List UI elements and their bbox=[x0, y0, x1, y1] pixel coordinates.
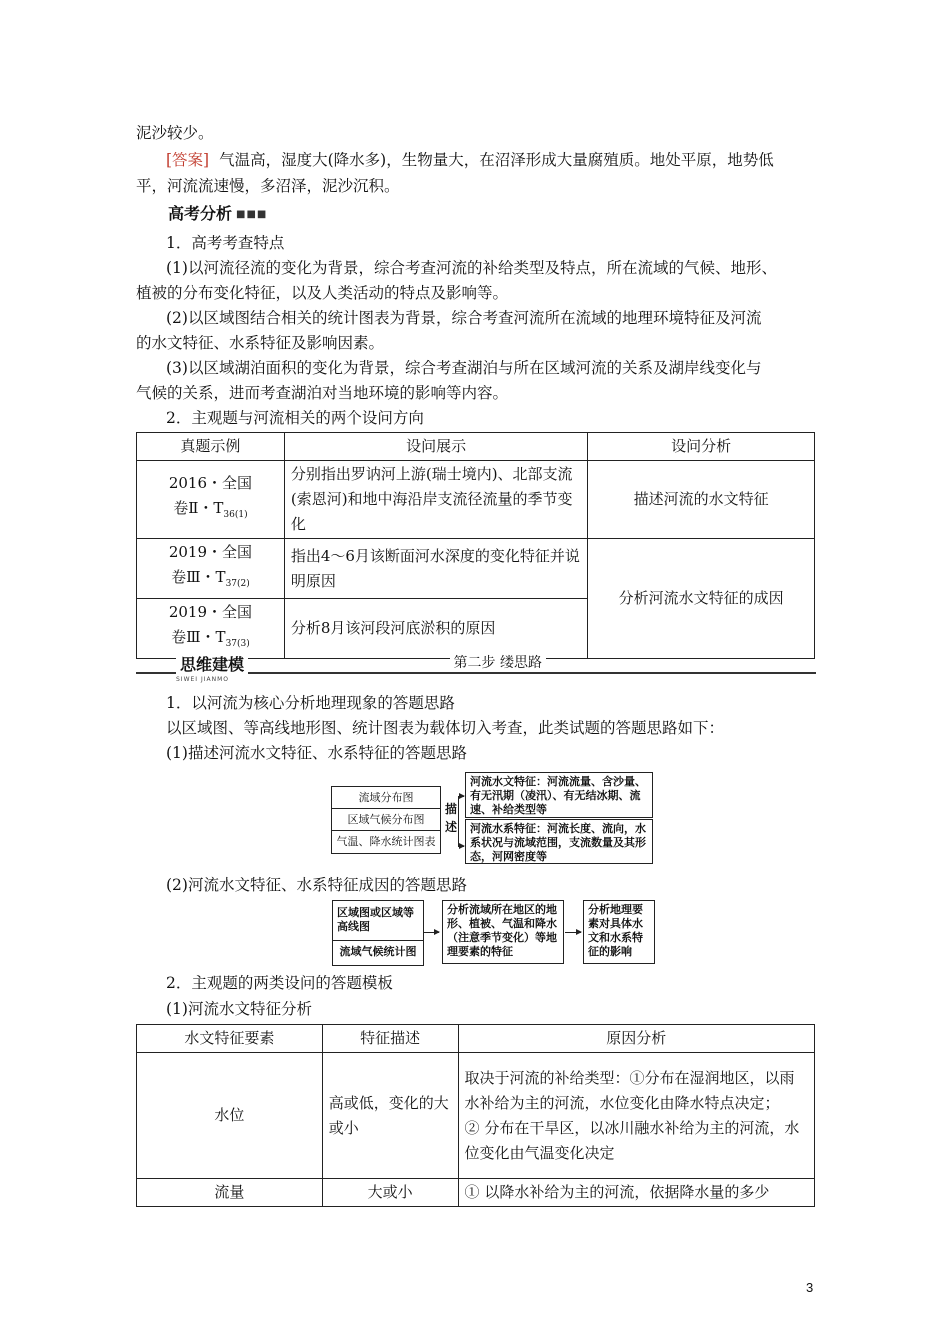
example-cell: 2019・全国 卷Ⅲ・$T_{37(3)}$ bbox=[137, 599, 285, 659]
intro-line: 泥沙较少。 bbox=[136, 124, 214, 142]
diagram1-describe-label: 描述 bbox=[441, 800, 461, 838]
question-cell: 指出4～6月该断面河水深度的变化特征并说明原因 bbox=[284, 539, 588, 599]
diagram2-effect-box: 分析地理要素对具体水文和水系特征的影响 bbox=[583, 900, 655, 964]
diagram1-source-group bbox=[331, 786, 441, 854]
diagram1-bracket bbox=[458, 796, 459, 846]
analysis-cell: 描述河流的水文特征 bbox=[588, 461, 815, 539]
diagram1-source: 流域分布图 bbox=[332, 787, 440, 809]
question-cell: 分析8月该河段河底淤积的原因 bbox=[284, 599, 588, 659]
gaokao-para-2a: (2)以区域图结合相关的统计图表为背景，综合考查河流所在流域的地理环境特征及河流 bbox=[166, 309, 762, 327]
diagram1-hydro-box: 河流水文特征：河流流量、含沙量、有无汛期（凌汛）、有无结冰期、流速、补给类型等 bbox=[465, 772, 653, 818]
diagram1-source: 气温、降水统计图表 bbox=[336, 835, 436, 848]
example-cell: 2016・全国 卷Ⅱ・$T_{36(1)}$ bbox=[137, 461, 285, 539]
siwei-sub-2: (2)河流水文特征、水系特征成因的答题思路 bbox=[166, 876, 467, 894]
gaokao-para-3b: 气候的关系，进而考查湖泊对当地环境的影响等内容。 bbox=[136, 384, 509, 402]
siwei-title: 思维建模 bbox=[176, 652, 248, 675]
siwei-para-1: 以区域图、等高线地形图、统计图表为载体切入考查，此类试题的答题思路如下： bbox=[166, 719, 725, 737]
analysis-cell: 分析河流水文特征的成因 bbox=[588, 539, 815, 659]
table-header-row bbox=[137, 433, 815, 461]
feature-cell: 大或小 bbox=[322, 1179, 458, 1207]
diagram2-source-group bbox=[332, 900, 424, 966]
question-table bbox=[136, 432, 815, 659]
answer-tag: [答案] bbox=[166, 151, 210, 169]
table-header: 特征描述 bbox=[322, 1025, 458, 1053]
page-number: 3 bbox=[806, 1280, 814, 1295]
diagram2-source: 区域图或区域等高线图 bbox=[333, 901, 423, 941]
siwei-pinyin: SIWEI JIANMO bbox=[176, 676, 230, 683]
table-row bbox=[137, 1053, 815, 1179]
reason-cell: ① 以降水补给为主的河流，依据降水量的多少 bbox=[458, 1179, 814, 1207]
answer-line-1: [答案] 气温高，湿度大(降水多)，生物量大，在沼泽形成大量腐殖质。地处平原，地势低 bbox=[166, 151, 774, 169]
table-header-row bbox=[137, 1025, 815, 1053]
arrow-icon bbox=[458, 846, 464, 847]
gaokao-item-1: 1．高考考查特点 bbox=[166, 234, 285, 252]
answer-line-2: 平，河流流速慢，多沼泽，泥沙沉积。 bbox=[136, 177, 400, 195]
element-cell: 水位 bbox=[137, 1053, 323, 1179]
element-cell: 流量 bbox=[137, 1179, 323, 1207]
table-row bbox=[137, 539, 815, 599]
siwei-sub-3: (1)河流水文特征分析 bbox=[166, 1000, 312, 1018]
diagram2-source: 流域气候统计图 bbox=[339, 945, 417, 958]
reason-cell: 取决于河流的补给类型：①分布在湿润地区，以雨水补给为主的河流，水位变化由降水特点决定； ② 分布在干旱区，以冰川融水补给为主的河流，水位变化由气温变化决定 bbox=[458, 1053, 814, 1179]
siwei-banner bbox=[136, 652, 816, 683]
arrow-icon bbox=[458, 796, 464, 797]
table-header: 水文特征要素 bbox=[137, 1025, 323, 1053]
table-row bbox=[137, 461, 815, 539]
gaokao-para-2b: 的水文特征、水系特征及影响因素。 bbox=[136, 334, 385, 352]
siwei-item-1: 1．以河流为核心分析地理现象的答题思路 bbox=[166, 694, 455, 712]
arrow-icon bbox=[565, 932, 581, 933]
table-header: 原因分析 bbox=[458, 1025, 814, 1053]
diagram2-analysis-box: 分析流域所在地区的地形、植被、气温和降水（注意季节变化）等地理要素的特征 bbox=[442, 900, 564, 964]
gaokao-para-3a: (3)以区域湖泊面积的变化为背景，综合考查湖泊与所在区域河流的关系及湖岸线变化与 bbox=[166, 359, 762, 377]
diagram1-system-box: 河流水系特征：河流长度、流向，水系状况与流域范围，支流数量及其形态，河网密度等 bbox=[465, 819, 653, 864]
heading-dots-icon: ■■■ bbox=[236, 209, 268, 220]
siwei-step: 第二步 缕思路 bbox=[450, 652, 546, 672]
gaokao-para-1a: (1)以河流径流的变化为背景，综合考查河流的补给类型及特点，所在流域的气候、地形、 bbox=[166, 259, 777, 277]
table-header: 设问分析 bbox=[588, 433, 815, 461]
hydrology-table bbox=[136, 1024, 815, 1207]
question-cell: 分别指出罗讷河上游(瑞士境内)、北部支流(索恩河)和地中海沿岸支流径流量的季节变化 bbox=[284, 461, 588, 539]
table-row bbox=[137, 1179, 815, 1207]
arrow-icon bbox=[423, 932, 439, 933]
gaokao-item-2: 2．主观题与河流相关的两个设问方向 bbox=[166, 409, 424, 427]
siwei-sub-1: (1)描述河流水文特征、水系特征的答题思路 bbox=[166, 744, 467, 762]
siwei-item-2: 2．主观题的两类设问的答题模板 bbox=[166, 974, 393, 992]
diagram1-source: 区域气候分布图 bbox=[332, 809, 440, 831]
table-header: 真题示例 bbox=[137, 433, 285, 461]
gaokao-para-1b: 植被的分布变化特征，以及人类活动的特点及影响等。 bbox=[136, 284, 509, 302]
feature-cell: 高或低，变化的大或小 bbox=[322, 1053, 458, 1179]
example-cell: 2019・全国 卷Ⅲ・$T_{37(2)}$ bbox=[137, 539, 285, 599]
table-header: 设问展示 bbox=[284, 433, 588, 461]
gaokao-heading: 高考分析 ■■■ bbox=[168, 204, 268, 223]
